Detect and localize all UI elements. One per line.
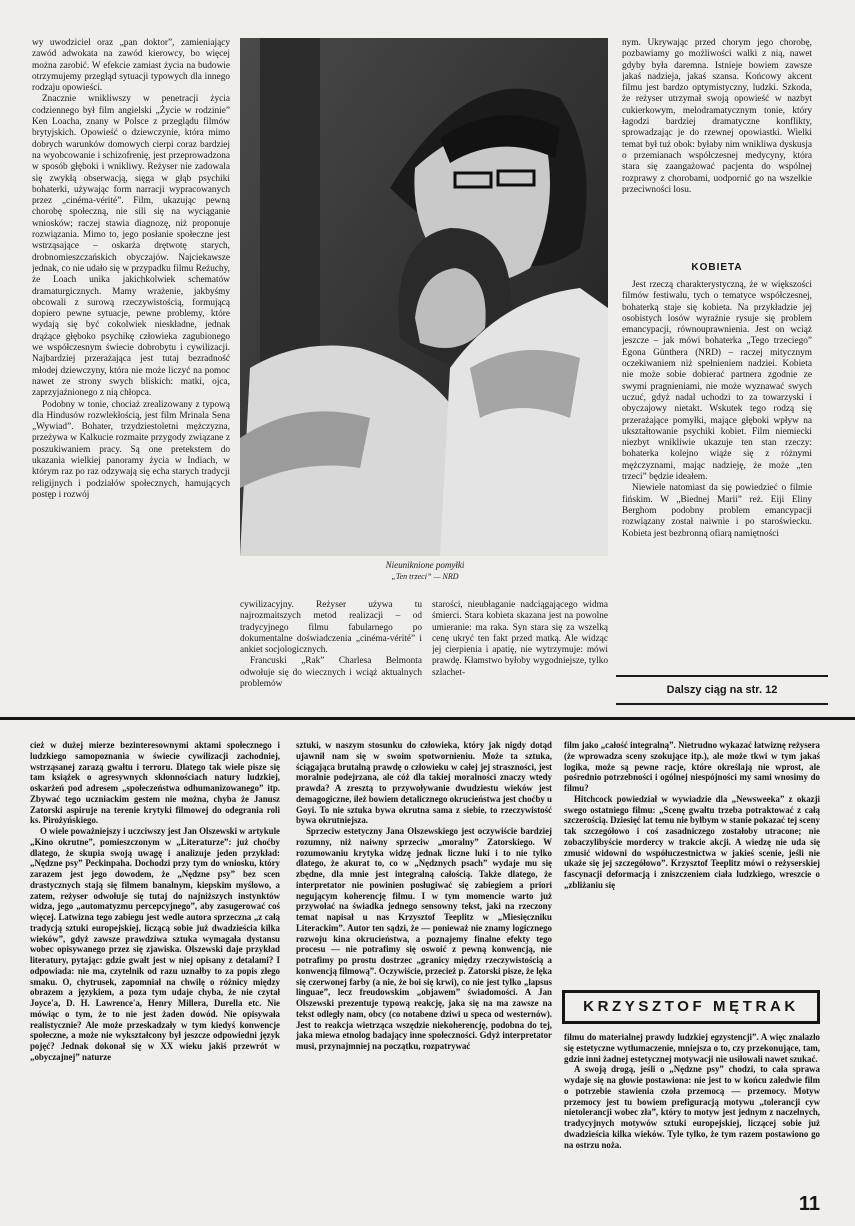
lower-column-3-top [564, 740, 820, 984]
section-divider [0, 717, 855, 720]
paragraph: cywilizacyjny. Reżyser używa tu najrozmaitszych metod realizacji – od tradycyjnego filmu fabularnego po dokumentalne doświadczenia „cinéma-vérité” i ankiet socjologicznych. [240, 600, 422, 656]
section-heading: KOBIETA [691, 262, 743, 273]
paragraph: cież w dużej mierze bezinteresownymi aktami społecznego i ludzkiego samopoznania w świecie cywilizacji zachodniej, wstrząsanej zarazą gwałtu i terroru. Dlatego tak wiele pisze się tam książek o agresywnych skłonnościach natury ludzkiej, oskarżeń pod adresem „społeczeństwa odhumanizowanego” itp. Zbywać tego uczniackim gestem nie można, chyba że Janusz Zatorski aspiruje na terenie krytyki filmowej do odegrania roli ks. Pirożyńskiego. [30, 740, 280, 826]
paragraph: Francuski „Rak” Charlesa Belmonta odwołuje się do wiecznych i wciąż aktualnych problemów [240, 656, 422, 690]
continued-on-page-link[interactable]: Dalszy ciąg na str. 12 [616, 675, 828, 705]
paragraph: Hitchcock powiedział w wywiadzie dla „Newsweeka” z okazji swego ostatniego filmu: „Scenę gwałtu trzeba potraktować z całą szczerością. Dziesięć lat temu nie byłbym w stanie pokazać tej sceny tak szczegółowo i coś zasadniczego zostałoby utracone; nie zobaczylibyście mordercy w trakcie akcji. A wiedzę nie uda się zmusić widowni do współuczestnictwa w jakieś scenie, jeśli nie ukaże się jej szczegółowo”. Krzysztof Teeplitz mówi o reżyserskiej fascynacji deformacją i zniszczeniem ciała ludzkiego, wreszcie o „zbliżaniu się [564, 793, 820, 890]
lower-column-2 [296, 740, 552, 1200]
lower-column-3-bottom [564, 1032, 820, 1192]
upper-column-2b [432, 600, 608, 708]
upper-column-2a [240, 600, 422, 708]
paragraph: Niewiele natomiast da się powiedzieć o filmie fińskim. W „Biednej Marii” reż. Eiji Eliny Berghom podobny problem emancypacji rozwiązany został naiwnie i po staroświecku. Kobieta jest bezbronną ofiarą namiętności [622, 483, 812, 539]
upper-column-1 [32, 38, 230, 706]
paragraph: wy uwodziciel oraz „pan doktor”, zamieniający zawód adwokata na zawód kierowcy, bo więcej można zarobić. W efekcie zamiast życia na budowie otrzymujemy przegląd sytuacji typowych dla innego rodzaju opowieści. [32, 38, 230, 94]
photo-caption [300, 560, 550, 582]
author-name: KRZYSZTOF MĘTRAK [562, 990, 820, 1024]
film-still-photo [240, 38, 608, 556]
paragraph: O wiele poważniejszy i uczciwszy jest Jan Olszewski w artykule „Kino okrutne”, pomieszczonym w „Literaturze”: już choćby dlatego, że skupia swoją uwagę i analizuje jeden przykład: „Nędzne psy” Peckinpaha. Dochodzi przy tym do wniosku, który zarazem jest jego dowodem, że „Nędzne psy” bez scen drastycznych stają się filmem banalnym, kiepskim myślowo, a zatem, reżyser odwołuje się tutaj do najniższych instynktów widza, jego „automatyzmu percepcyjnego”, aby zasugerować coś więcej. Latwizna tego zabiegu jest wedle autora sprzeczna „z całą tradycją sztuki europejskiej, liczącą sobie już dwadzieścia kilka wieków”, gdyż zawsze prawdziwa sztuka wymagała dystansu wobec opisywanego przez się zjawiska. Olszewski daje przykład literatury, pytając: gdzie gwałt jest w niej opisany z detalami? I odpowiada: nie ma, czytelnik od razu uznałby to za popis złego smaku. O, chytrusek, zapomniał na chwilę o różnicy między obrazem a językiem, a poza tym udaje chyba, że nie czytał Joyce'a, D. H. Lawrence'a, Henry Millera, Durella etc. Nie mówiąc o tym, że to nie jest żaden dowód. Nie opisywała realistycznie? Ale może przeskadzały w tym kiedyś konwencje społeczne, a może nie wykształcony był jeszcze odpowiedni język pojęć? Jednak dokonał się w XX wieku jakiś przewrót w „obyczajnej” naturze [30, 826, 280, 1062]
upper-column-3-kobieta [622, 280, 812, 672]
paragraph: Jest rzeczą charakterystyczną, że w większości filmów festiwalu, tych o tematyce współczesnej, bohaterką staje się kobieta. Na przykładzie jej osobistych losów wyraźnie rysuje się problem emancypacji, równouprawnienia. Jest on wciąż jeszcze – jak mówi bohaterka „Tego trzeciego” Egona Günthera (NRD) – raczej mitycznym oczekiwaniem niż spełnieniem nadziei. Kobieta nie może sobie dobierać partnera zgodnie ze swymi pragnieniami, nie może wyznawać swych uczuć, gdyż nadal uchodzi to za towarzyski i obyczajowy nietakt. Wskutek tego rodzą się przerażające pomyłki, mające głęboki wpływ na ukształtowanie psychiki kobiet. Film niemiecki niezbyt wnikliwie ukazuje ten stan rzeczy: bohaterka kolejno wiąże się z różnymi mężczyznami, mając nadzieję, że może „ten trzeci” będzie ideałem. [622, 280, 812, 483]
paragraph: starości, nieubłaganie nadciągającego widma śmierci. Stara kobieta skazana jest na powolne umieranie: ma raka. Syn stara się za wszelką cenę ukryć ten fakt przed matką. Ale widząc jej cierpienia i apatię, nie wytrzymuje: mówi prawdę. Kłamstwo byłoby wygodniejsze, tylko szlachet- [432, 600, 608, 678]
upper-column-3 [622, 38, 812, 260]
page-number: 11 [798, 1193, 820, 1215]
paragraph: Znacznie wnikliwszy w penetracji życia codziennego był film angielski „Życie w rodzinie” Ken Loacha, znany w Polsce z przeglądu filmów brytyjskich. Opowieść o dziewczynie, która mimo dobrych warunków domowych cierpi coraz bardziej na wyobcowanie i schizofrenię, jest przeprowadzona w sposób głęboki i wnikliwy. Reżyser nie zadowala się zwykłą obserwacją, sięga w głąb psychiki bohaterki, używając form narracji wypracowanych przez „cinéma-vérité”. Film, ukazując pewną chorobę społeczną, nie sili się na wyciąganie wniosków; raczej stawia diagnozę, niż proponuje rozwiązania. Mimo to, jego posłanie społeczne jest wstrząsające – oskarża drętwotę starych, drobnomieszczańskich obyczajów. Najciekawsze jednak, co nie udało się w przypadku filmu Reżuchy, że Loach unika jakichkolwiek schematów dramaturgicznych. Mamy wrażenie, jakbyśmy obcowali z surową rzeczywistością, formującą dopiero pewne sytuacje, pewne problemy, które wydają się być cokolwiek nieskładne, jednak drążące głęboko psychikę człowieka zagubionego we współczesnym świecie dobrobytu i cywilizacji. Najbardziej przerażająca jest tutaj bezradność młodej dziewczyny, która nie może liczyć na pomoc nawet ze strony swych bliskich: matki, ojca, zaprzyjaźnionego z nią chłopca. [32, 94, 230, 399]
paragraph: A swoją drogą, jeśli o „Nędzne psy” chodzi, to cała sprawa wydaje się na głowie postawiona: nie jest to w końcu zaledwie film o potrzebie stawienia czoła przemocą — przemocy. Motyw przemocy jest tu bowiem prefiguracją motywu „tolerancji cyw nietolerancji wobec zła”, który to motyw jest jednym z naczelnych, tradycyjnych motywów sztuki europejskiej, liczącej sobie już dwadzieścia kilka wieków. Tyle tylko, że tym razem postawiono go na ostrzu noża. [564, 1064, 820, 1150]
caption-title: Nieuniknione pomyłki [385, 560, 465, 570]
lower-column-1 [30, 740, 280, 1200]
photo-illustration [240, 38, 608, 556]
caption-subtitle: „Ten trzeci” — NRD [391, 572, 459, 581]
paragraph: sztuki, w naszym stosunku do człowieka, który jak nigdy dotąd ujawnił nam się w swoim spotwornieniu. Może ta sztuka, ściągająca brutalną prawdę o człowieku w całej jej straszności, jest moralnie podejrzana, ale cóż dla takiej moralności znaczy wtedy prawda? A zresztą to przywoływanie dwudziestu wieków jest demagogiczne, ileż bowiem detalicznego okrucieństwa jest choćby u Goyi. To nie sztuka bywa okrutna sama z siebie, to rzeczywistość bywa okrutniejsza. [296, 740, 552, 826]
paragraph: Podobny w tonie, chociaż zrealizowany z typową dla Hindusów rozwlekłością, jest film Mrinala Sena „Wywiad”. Bohater, trzydziestoletni mężczyzna, przeżywa w Kalkucie rozmaite przygody związane z poszukiwaniem pracy. Są one pretekstem do ukazania wielkiej panoramy życia w Indiach, w którym raz po raz odzywają się echa starych tradycji religijnych i podziałów społecznych, hamujących postęp i rozwój [32, 399, 230, 500]
paragraph: film jako „całość integralną”. Nietrudno wykazać łatwiznę reżysera (że wprowadza sceny szokujące itp.), ale może tkwi w tym jakaś logika, może są pewne racje, które określają nie wprost, ale pośrednio potrzebności i ogólnej niespójności my sami wnosimy do filmu? [564, 740, 820, 793]
paragraph: nym. Ukrywając przed chorym jego chorobę, pozbawiamy go możliwości walki z nią, nawet gdyby była daremna. Istnieje bowiem zawsze jakaś nadzieja, jakaś szansa. Końcowy akcent filmu jest bardzo optymistyczny, ludzki. Szkoda, że reżyser utrzymał swoją opowieść w nazbyt cukierkowym, melodramatycznym tonie, który łagodzi bardziej dramatyczne konflikty, sprowadzając je do rzewnej opowiastki. Wielki temat był tuż obok: byłaby nim wnikliwa dyskusja o przemianach współczesnej medycyny, która stara się zaangażować pacjenta do wspólnej rozprawy z chorobami, uodpornić go na wszelkie przeciwności losu. [622, 38, 812, 195]
paragraph: Sprzeciw estetyczny Jana Olszewskiego jest oczywiście bardziej rozumny, niż naiwny sprzeciw „moralny” Zatorskiego. W rozumowaniu krytyka widzę jednak liczne luki i to nie tylko dlatego, że akurat to, co w „Nędznych psach” wydaje mu się zbędne, dla mnie jest integralną całością. Także dlatego, że interpretator nie powinien posługiwać się zabiegiem a priori negującym koherencję filmu. I w tym momencie warto już przywołać na świadka jednego sensowny tekst, jaki na rzeczony temat napisał u nas Krzysztof Teeplitz w „Miesięczniku Literackim”. Autor ten sądzi, że — ponieważ nie znamy logicznego rozwoju kina okrucieństwa, a poznajemy finalne efekty tego procesu — nie potrafimy się oswoić z pewną konwencją, nie potrafimy po prostu dostrzec „granicy między rzeczywistością a konwencją filmową”. Oczywiście, przecież p. Zatorski pisze, że lęka się czerwonej farby (a nie, że boi się krwi), co nie jest tylko „lapsus linguae”, lecz freudowskim „objawem” świadomości. A Jan Olszewski prezentuje typową reakcję, jaka się na ma zawsze na tekst odległy nam, obcy (co notabene dziwi u speca od westernów). Jest to reakcja wietrząca wszędzie niekoherencję, podobna do tej, jaka miewa etnolog badający inne społeczności. Gdyż interpretator musi, przynajmniej na początku, rozpatrywać [296, 826, 552, 1051]
paragraph: filmu do materialnej prawdy ludzkiej egzystencji”. A więc znalazło się estetyczne wytłumaczenie, mniejsza o to, czy przekonujące, tam, gdzie inni żadnej estetycznej motywacji nie usiłowali nawet szukać. [564, 1032, 820, 1064]
